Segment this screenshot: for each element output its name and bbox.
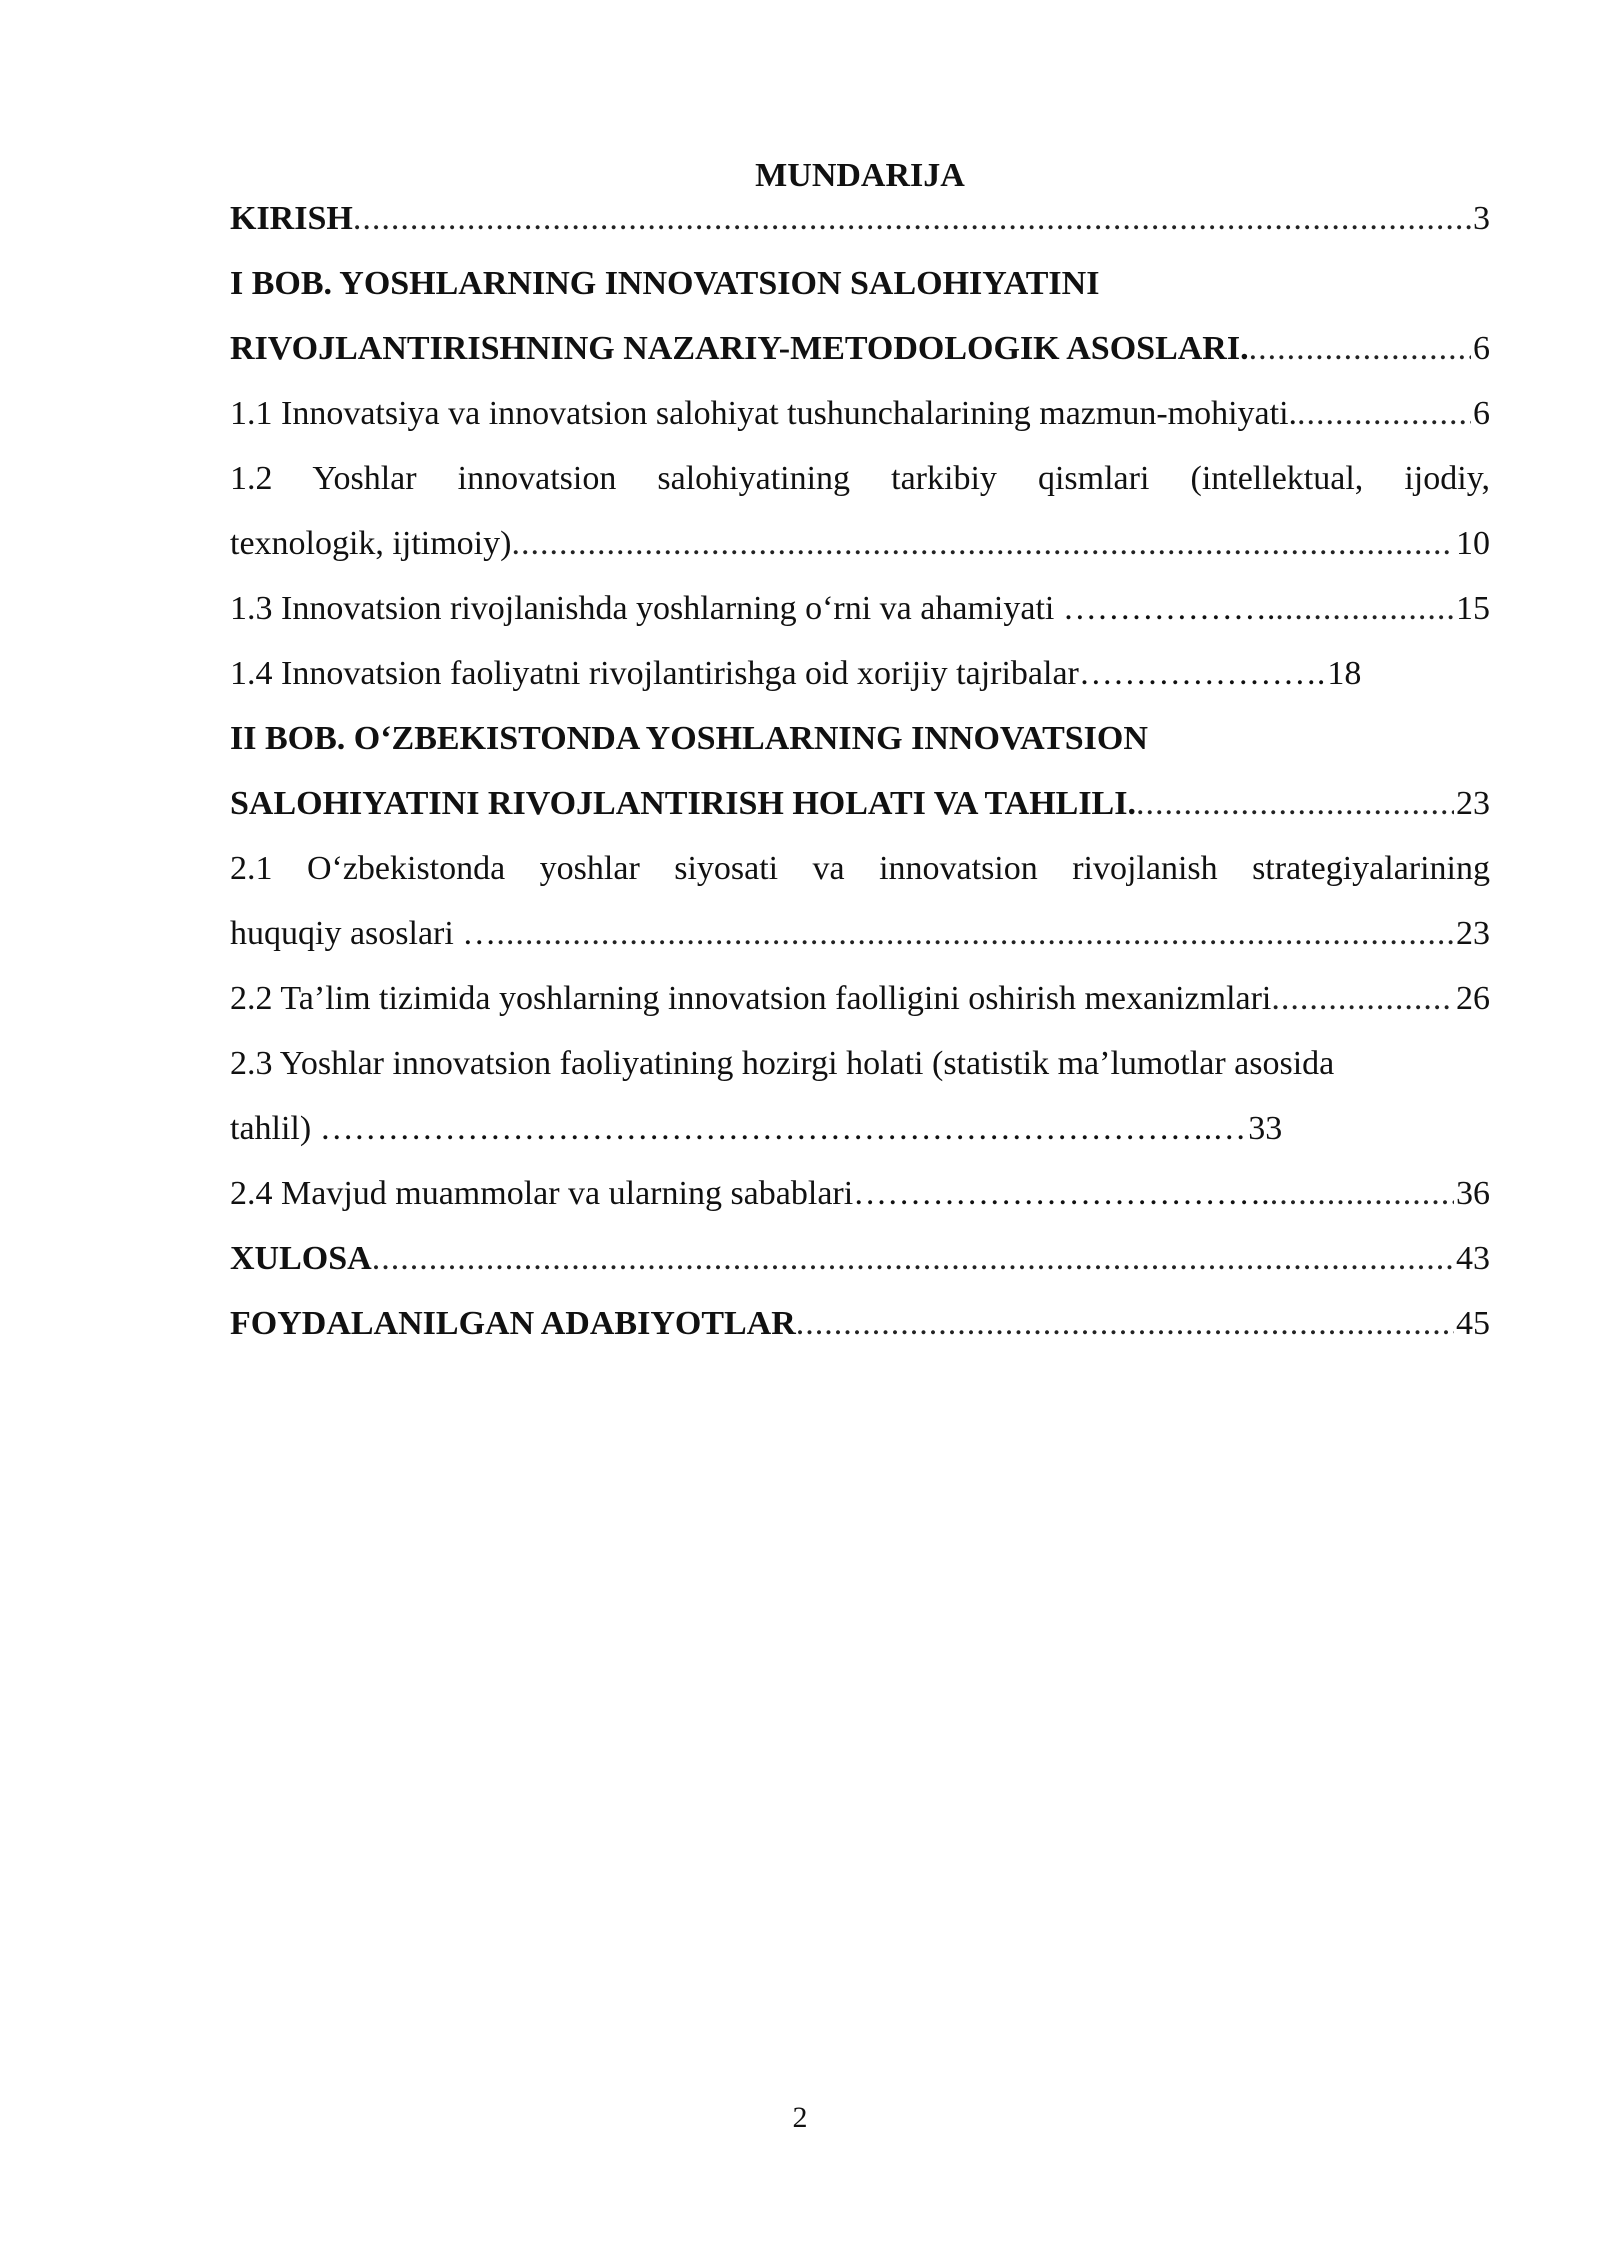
toc-entry-text: texnologik, ijtimoiy) bbox=[230, 525, 512, 562]
toc-entry-text: FOYDALANILGAN ADABIYOTLAR bbox=[230, 1305, 796, 1342]
toc-entry-page: 6 bbox=[1473, 395, 1490, 432]
toc-entry-section-1-3 bbox=[230, 583, 1490, 648]
toc-entry-section-2-4 bbox=[230, 1168, 1490, 1233]
toc-entry-text: II BOB. O‘ZBEKISTONDA YOSHLARNING INNOVATSION bbox=[230, 720, 1148, 757]
toc-entry-text: KIRISH bbox=[230, 200, 353, 237]
toc-entry-chapter-2-line-2 bbox=[230, 778, 1490, 843]
toc-entry-page: 36 bbox=[1456, 1175, 1490, 1212]
toc-entry-text: 1.2 Yoshlar innovatsion salohiyatining tarkibiy qismlari (intellektual, ijodiy, bbox=[230, 460, 1490, 497]
toc-entry-chapter-2-line-1 bbox=[230, 713, 1490, 778]
toc-entry-section-2-1-line-1 bbox=[230, 843, 1490, 908]
toc-entry-text: 1.4 Innovatsion faoliyatni rivojlantirishga oid xorijiy tajribalar…………………. bbox=[230, 655, 1326, 692]
toc-entry-section-1-4 bbox=[230, 648, 1490, 713]
toc-entry-section-2-3-line-1 bbox=[230, 1038, 1490, 1103]
toc-entry-chapter-1-line-2 bbox=[230, 323, 1490, 388]
toc-entry-xulosa bbox=[230, 1233, 1490, 1298]
toc-entry-page: 23 bbox=[1456, 785, 1490, 822]
dot-leader bbox=[353, 193, 1471, 245]
toc-entry-text: 1.3 Innovatsion rivojlanishda yoshlarning o‘rni va ahamiyati ………………. bbox=[230, 590, 1276, 627]
dot-leader bbox=[1271, 973, 1454, 1025]
toc-title: MUNDARIJA bbox=[755, 157, 965, 194]
toc-entry-section-2-1-line-2 bbox=[230, 908, 1490, 973]
dot-leader bbox=[1136, 778, 1454, 830]
toc-entry-page: 10 bbox=[1456, 525, 1490, 562]
toc-entry-text: 2.2 Ta’lim tizimida yoshlarning innovatsion faolligini oshirish mexanizmlari bbox=[230, 980, 1272, 1017]
toc-entry-page: 45 bbox=[1456, 1305, 1490, 1342]
dot-leader bbox=[1275, 583, 1454, 635]
toc-entry-page: 18 bbox=[1327, 655, 1362, 692]
toc-entry-section-2-2 bbox=[230, 973, 1490, 1038]
dot-leader bbox=[511, 518, 1454, 570]
toc-entry-page: 6 bbox=[1473, 330, 1490, 367]
page-number: 2 bbox=[792, 2101, 808, 2134]
toc-entry-bibliography bbox=[230, 1298, 1490, 1363]
toc-entry-section-1-2-line-2 bbox=[230, 518, 1490, 583]
toc-entry-text: 2.3 Yoshlar innovatsion faoliyatining hozirgi holati (statistik ma’lumotlar asosida bbox=[230, 1045, 1335, 1082]
toc-entry-text: 2.4 Mavjud muammolar va ularning sabablari………………………………. bbox=[230, 1175, 1270, 1212]
toc-entry-text: I BOB. YOSHLARNING INNOVATSION SALOHIYATINI bbox=[230, 265, 1100, 302]
toc-entry-section-2-3-line-2 bbox=[230, 1103, 1490, 1168]
toc-entry-page: 23 bbox=[1456, 915, 1490, 952]
toc-entry-chapter-1-line-1 bbox=[230, 258, 1490, 323]
toc-entry-page: 15 bbox=[1456, 590, 1490, 627]
toc-entry-page: 26 bbox=[1456, 980, 1490, 1017]
toc-entry-page: 3 bbox=[1473, 200, 1490, 237]
toc-entry-page: 33 bbox=[1248, 1110, 1283, 1147]
toc-entry-section-1-2-line-1 bbox=[230, 453, 1490, 518]
toc-entry-text: tahlil) …………………………………………………………………….… bbox=[230, 1110, 1247, 1147]
toc-entry-page: 43 bbox=[1456, 1240, 1490, 1277]
toc-entry-text: 1.1 Innovatsiya va innovatsion salohiyat tushunchalarining mazmun-mohiyati. bbox=[230, 395, 1298, 432]
dot-leader bbox=[1270, 1168, 1454, 1220]
toc-entry-text: 2.1 O‘zbekistonda yoshlar siyosati va innovatsion rivojlanish strategiyalarining bbox=[230, 850, 1490, 887]
dot-leader bbox=[372, 1233, 1454, 1285]
toc-entry-text: SALOHIYATINI RIVOJLANTIRISH HOLATI VA TAHLILI. bbox=[230, 785, 1136, 822]
dot-leader bbox=[1297, 388, 1471, 440]
dot-leader bbox=[1249, 323, 1471, 375]
toc-entry-kirish bbox=[230, 193, 1490, 258]
toc-entry-text: huquqiy asoslari … bbox=[230, 915, 497, 952]
toc-entry-section-1-1 bbox=[230, 388, 1490, 453]
table-of-contents bbox=[230, 193, 1490, 1363]
dot-leader bbox=[796, 1298, 1454, 1350]
dot-leader bbox=[496, 908, 1454, 960]
toc-entry-text: RIVOJLANTIRISHNING NAZARIY-METODOLOGIK ASOSLARI. bbox=[230, 330, 1249, 367]
toc-entry-text: XULOSA bbox=[230, 1240, 372, 1277]
